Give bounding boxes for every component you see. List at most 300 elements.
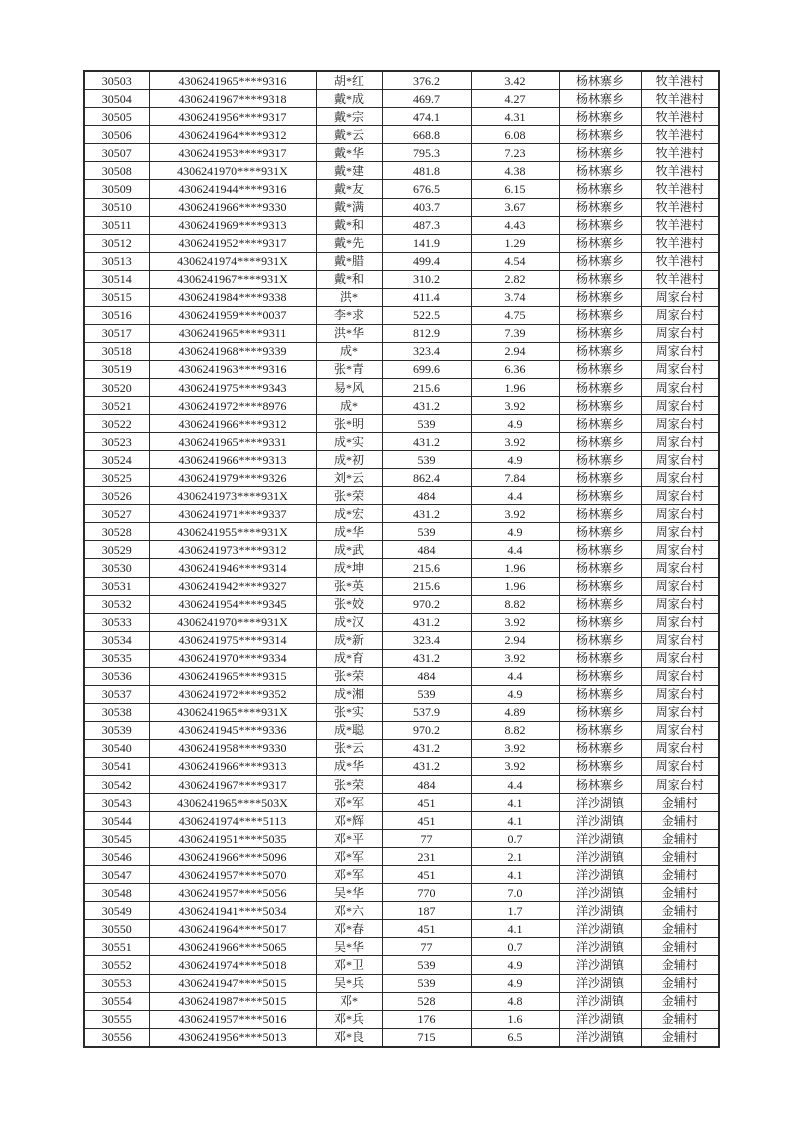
row-number-cell: 30553 <box>84 974 149 992</box>
row-number-cell: 30505 <box>84 108 149 126</box>
village-cell: 金辅村 <box>641 1010 719 1028</box>
row-number-cell: 30506 <box>84 126 149 144</box>
name-cell: 洪*华 <box>316 324 382 342</box>
amount-cell: 77 <box>382 830 471 848</box>
row-number-cell: 30541 <box>84 757 149 775</box>
name-cell: 成*坤 <box>316 559 382 577</box>
id-number-cell: 4306241941****5034 <box>149 902 316 920</box>
amount-cell: 528 <box>382 992 471 1010</box>
amount-cell: 484 <box>382 776 471 794</box>
township-cell: 杨林寨乡 <box>559 523 641 541</box>
name-cell: 戴*友 <box>316 180 382 198</box>
township-cell: 洋沙湖镇 <box>559 920 641 938</box>
amount-cell: 77 <box>382 938 471 956</box>
name-cell: 易*风 <box>316 378 382 396</box>
table-row <box>84 270 719 288</box>
township-cell: 杨林寨乡 <box>559 397 641 415</box>
township-cell: 杨林寨乡 <box>559 415 641 433</box>
table-row <box>84 992 719 1010</box>
row-number-cell: 30544 <box>84 812 149 830</box>
table-row <box>84 90 719 108</box>
village-cell: 牧羊港村 <box>641 216 719 234</box>
amount-cell: 451 <box>382 794 471 812</box>
id-number-cell: 4306241967****9317 <box>149 776 316 794</box>
amount-cell: 474.1 <box>382 108 471 126</box>
township-cell: 杨林寨乡 <box>559 126 641 144</box>
table-row <box>84 631 719 649</box>
id-number-cell: 4306241946****9314 <box>149 559 316 577</box>
area-cell: 3.92 <box>471 739 559 757</box>
row-number-cell: 30528 <box>84 523 149 541</box>
table-row <box>84 848 719 866</box>
table-row <box>84 541 719 559</box>
village-cell: 金辅村 <box>641 956 719 974</box>
amount-cell: 537.9 <box>382 703 471 721</box>
table-row <box>84 613 719 631</box>
village-cell: 金辅村 <box>641 1028 719 1047</box>
table-row <box>84 866 719 884</box>
village-cell: 牧羊港村 <box>641 71 719 90</box>
village-cell: 金辅村 <box>641 812 719 830</box>
name-cell: 邓*平 <box>316 830 382 848</box>
name-cell: 刘*云 <box>316 469 382 487</box>
township-cell: 杨林寨乡 <box>559 739 641 757</box>
township-cell: 杨林寨乡 <box>559 378 641 396</box>
village-cell: 周家台村 <box>641 595 719 613</box>
amount-cell: 795.3 <box>382 144 471 162</box>
area-cell: 8.82 <box>471 721 559 739</box>
id-number-cell: 4306241956****9317 <box>149 108 316 126</box>
area-cell: 4.9 <box>471 685 559 703</box>
amount-cell: 539 <box>382 974 471 992</box>
name-cell: 戴*和 <box>316 270 382 288</box>
name-cell: 邓*兵 <box>316 1010 382 1028</box>
area-cell: 4.4 <box>471 776 559 794</box>
table-row <box>84 487 719 505</box>
village-cell: 金辅村 <box>641 794 719 812</box>
table-row <box>84 830 719 848</box>
amount-cell: 676.5 <box>382 180 471 198</box>
table-row <box>84 108 719 126</box>
table-row <box>84 469 719 487</box>
name-cell: 成*宏 <box>316 505 382 523</box>
amount-cell: 310.2 <box>382 270 471 288</box>
name-cell: 成*湘 <box>316 685 382 703</box>
table-row <box>84 360 719 378</box>
id-number-cell: 4306241966****9330 <box>149 198 316 216</box>
table-row <box>84 252 719 270</box>
id-number-cell: 4306241973****931X <box>149 487 316 505</box>
amount-cell: 215.6 <box>382 577 471 595</box>
village-cell: 周家台村 <box>641 397 719 415</box>
name-cell: 戴*腊 <box>316 252 382 270</box>
amount-cell: 431.2 <box>382 433 471 451</box>
table-row <box>84 216 719 234</box>
id-number-cell: 4306241974****5113 <box>149 812 316 830</box>
village-cell: 周家台村 <box>641 613 719 631</box>
name-cell: 邓*军 <box>316 794 382 812</box>
id-number-cell: 4306241958****9330 <box>149 739 316 757</box>
township-cell: 洋沙湖镇 <box>559 938 641 956</box>
id-number-cell: 4306241969****9313 <box>149 216 316 234</box>
row-number-cell: 30522 <box>84 415 149 433</box>
village-cell: 周家台村 <box>641 360 719 378</box>
area-cell: 3.67 <box>471 198 559 216</box>
amount-cell: 539 <box>382 415 471 433</box>
row-number-cell: 30509 <box>84 180 149 198</box>
id-number-cell: 4306241964****5017 <box>149 920 316 938</box>
id-number-cell: 4306241957****5070 <box>149 866 316 884</box>
area-cell: 4.31 <box>471 108 559 126</box>
area-cell: 1.96 <box>471 378 559 396</box>
township-cell: 杨林寨乡 <box>559 234 641 252</box>
row-number-cell: 30513 <box>84 252 149 270</box>
village-cell: 周家台村 <box>641 306 719 324</box>
area-cell: 4.54 <box>471 252 559 270</box>
name-cell: 成*汉 <box>316 613 382 631</box>
row-number-cell: 30547 <box>84 866 149 884</box>
township-cell: 洋沙湖镇 <box>559 866 641 884</box>
table-row <box>84 433 719 451</box>
area-cell: 4.4 <box>471 487 559 505</box>
area-cell: 1.7 <box>471 902 559 920</box>
township-cell: 洋沙湖镇 <box>559 830 641 848</box>
amount-cell: 715 <box>382 1028 471 1047</box>
row-number-cell: 30555 <box>84 1010 149 1028</box>
amount-cell: 481.8 <box>382 162 471 180</box>
village-cell: 牧羊港村 <box>641 252 719 270</box>
table-row <box>84 703 719 721</box>
name-cell: 张*青 <box>316 360 382 378</box>
amount-cell: 215.6 <box>382 378 471 396</box>
area-cell: 2.82 <box>471 270 559 288</box>
amount-cell: 487.3 <box>382 216 471 234</box>
village-cell: 周家台村 <box>641 559 719 577</box>
area-cell: 2.94 <box>471 342 559 360</box>
name-cell: 成*实 <box>316 433 382 451</box>
records-table-body <box>84 71 719 1047</box>
table-row <box>84 505 719 523</box>
id-number-cell: 4306241965****9316 <box>149 71 316 90</box>
township-cell: 洋沙湖镇 <box>559 956 641 974</box>
township-cell: 杨林寨乡 <box>559 469 641 487</box>
table-row <box>84 126 719 144</box>
name-cell: 张*荣 <box>316 667 382 685</box>
amount-cell: 668.8 <box>382 126 471 144</box>
township-cell: 杨林寨乡 <box>559 577 641 595</box>
amount-cell: 469.7 <box>382 90 471 108</box>
id-number-cell: 4306241968****9339 <box>149 342 316 360</box>
row-number-cell: 30511 <box>84 216 149 234</box>
village-cell: 牧羊港村 <box>641 198 719 216</box>
row-number-cell: 30550 <box>84 920 149 938</box>
village-cell: 周家台村 <box>641 415 719 433</box>
row-number-cell: 30525 <box>84 469 149 487</box>
id-number-cell: 4306241967****931X <box>149 270 316 288</box>
amount-cell: 323.4 <box>382 342 471 360</box>
id-number-cell: 4306241964****9312 <box>149 126 316 144</box>
area-cell: 7.84 <box>471 469 559 487</box>
id-number-cell: 4306241966****9312 <box>149 415 316 433</box>
name-cell: 成* <box>316 342 382 360</box>
id-number-cell: 4306241955****931X <box>149 523 316 541</box>
area-cell: 4.9 <box>471 956 559 974</box>
name-cell: 张*明 <box>316 415 382 433</box>
name-cell: 张*实 <box>316 703 382 721</box>
township-cell: 杨林寨乡 <box>559 757 641 775</box>
table-row <box>84 739 719 757</box>
amount-cell: 176 <box>382 1010 471 1028</box>
id-number-cell: 4306241952****9317 <box>149 234 316 252</box>
township-cell: 洋沙湖镇 <box>559 812 641 830</box>
name-cell: 胡*红 <box>316 71 382 90</box>
row-number-cell: 30530 <box>84 559 149 577</box>
township-cell: 杨林寨乡 <box>559 198 641 216</box>
table-row <box>84 595 719 613</box>
township-cell: 杨林寨乡 <box>559 667 641 685</box>
township-cell: 杨林寨乡 <box>559 324 641 342</box>
township-cell: 杨林寨乡 <box>559 721 641 739</box>
amount-cell: 431.2 <box>382 757 471 775</box>
area-cell: 6.15 <box>471 180 559 198</box>
amount-cell: 484 <box>382 487 471 505</box>
amount-cell: 539 <box>382 685 471 703</box>
area-cell: 1.96 <box>471 559 559 577</box>
village-cell: 金辅村 <box>641 938 719 956</box>
village-cell: 周家台村 <box>641 505 719 523</box>
township-cell: 杨林寨乡 <box>559 288 641 306</box>
village-cell: 牧羊港村 <box>641 108 719 126</box>
table-row <box>84 577 719 595</box>
table-row <box>84 559 719 577</box>
name-cell: 成*华 <box>316 523 382 541</box>
township-cell: 杨林寨乡 <box>559 306 641 324</box>
table-row <box>84 974 719 992</box>
village-cell: 周家台村 <box>641 667 719 685</box>
township-cell: 杨林寨乡 <box>559 252 641 270</box>
village-cell: 周家台村 <box>641 523 719 541</box>
area-cell: 4.43 <box>471 216 559 234</box>
id-number-cell: 4306241973****9312 <box>149 541 316 559</box>
area-cell: 3.42 <box>471 71 559 90</box>
amount-cell: 431.2 <box>382 505 471 523</box>
id-number-cell: 4306241966****5096 <box>149 848 316 866</box>
village-cell: 牧羊港村 <box>641 180 719 198</box>
amount-cell: 451 <box>382 920 471 938</box>
row-number-cell: 30552 <box>84 956 149 974</box>
table-row <box>84 649 719 667</box>
row-number-cell: 30540 <box>84 739 149 757</box>
name-cell: 成*武 <box>316 541 382 559</box>
area-cell: 4.4 <box>471 667 559 685</box>
id-number-cell: 4306241972****8976 <box>149 397 316 415</box>
amount-cell: 539 <box>382 451 471 469</box>
name-cell: 戴*和 <box>316 216 382 234</box>
row-number-cell: 30521 <box>84 397 149 415</box>
table-row <box>84 234 719 252</box>
village-cell: 周家台村 <box>641 776 719 794</box>
table-row <box>84 667 719 685</box>
name-cell: 戴*成 <box>316 90 382 108</box>
township-cell: 杨林寨乡 <box>559 270 641 288</box>
village-cell: 金辅村 <box>641 884 719 902</box>
table-row <box>84 415 719 433</box>
township-cell: 杨林寨乡 <box>559 360 641 378</box>
area-cell: 4.8 <box>471 992 559 1010</box>
area-cell: 7.23 <box>471 144 559 162</box>
amount-cell: 499.4 <box>382 252 471 270</box>
village-cell: 牧羊港村 <box>641 162 719 180</box>
table-row <box>84 721 719 739</box>
table-row <box>84 776 719 794</box>
amount-cell: 451 <box>382 866 471 884</box>
id-number-cell: 4306241953****9317 <box>149 144 316 162</box>
table-row <box>84 884 719 902</box>
village-cell: 金辅村 <box>641 920 719 938</box>
table-row <box>84 902 719 920</box>
township-cell: 洋沙湖镇 <box>559 974 641 992</box>
name-cell: 邓*军 <box>316 866 382 884</box>
id-number-cell: 4306241951****5035 <box>149 830 316 848</box>
name-cell: 张*荣 <box>316 776 382 794</box>
name-cell: 张*姣 <box>316 595 382 613</box>
amount-cell: 484 <box>382 541 471 559</box>
id-number-cell: 4306241987****5015 <box>149 992 316 1010</box>
village-cell: 金辅村 <box>641 830 719 848</box>
table-row <box>84 324 719 342</box>
table-row <box>84 920 719 938</box>
amount-cell: 539 <box>382 523 471 541</box>
row-number-cell: 30551 <box>84 938 149 956</box>
township-cell: 洋沙湖镇 <box>559 884 641 902</box>
name-cell: 邓*辉 <box>316 812 382 830</box>
row-number-cell: 30519 <box>84 360 149 378</box>
table-row <box>84 378 719 396</box>
area-cell: 4.9 <box>471 415 559 433</box>
table-row <box>84 306 719 324</box>
table-row <box>84 1010 719 1028</box>
id-number-cell: 4306241967****9318 <box>149 90 316 108</box>
township-cell: 杨林寨乡 <box>559 90 641 108</box>
township-cell: 杨林寨乡 <box>559 613 641 631</box>
area-cell: 4.1 <box>471 920 559 938</box>
village-cell: 金辅村 <box>641 992 719 1010</box>
id-number-cell: 4306241972****9352 <box>149 685 316 703</box>
village-cell: 周家台村 <box>641 342 719 360</box>
row-number-cell: 30504 <box>84 90 149 108</box>
id-number-cell: 4306241970****9334 <box>149 649 316 667</box>
area-cell: 4.4 <box>471 541 559 559</box>
township-cell: 杨林寨乡 <box>559 649 641 667</box>
area-cell: 6.36 <box>471 360 559 378</box>
row-number-cell: 30503 <box>84 71 149 90</box>
township-cell: 洋沙湖镇 <box>559 902 641 920</box>
id-number-cell: 4306241965****931X <box>149 703 316 721</box>
area-cell: 4.9 <box>471 974 559 992</box>
row-number-cell: 30520 <box>84 378 149 396</box>
name-cell: 邓*军 <box>316 848 382 866</box>
township-cell: 杨林寨乡 <box>559 451 641 469</box>
village-cell: 牧羊港村 <box>641 126 719 144</box>
name-cell: 张*英 <box>316 577 382 595</box>
village-cell: 周家台村 <box>641 703 719 721</box>
row-number-cell: 30529 <box>84 541 149 559</box>
village-cell: 金辅村 <box>641 848 719 866</box>
amount-cell: 970.2 <box>382 595 471 613</box>
name-cell: 李*求 <box>316 306 382 324</box>
area-cell: 4.9 <box>471 523 559 541</box>
row-number-cell: 30556 <box>84 1028 149 1047</box>
amount-cell: 970.2 <box>382 721 471 739</box>
row-number-cell: 30549 <box>84 902 149 920</box>
id-number-cell: 4306241970****931X <box>149 162 316 180</box>
id-number-cell: 4306241979****9326 <box>149 469 316 487</box>
village-cell: 周家台村 <box>641 433 719 451</box>
area-cell: 4.1 <box>471 866 559 884</box>
amount-cell: 431.2 <box>382 739 471 757</box>
name-cell: 张*荣 <box>316 487 382 505</box>
name-cell: 戴*先 <box>316 234 382 252</box>
township-cell: 杨林寨乡 <box>559 487 641 505</box>
name-cell: 成*华 <box>316 757 382 775</box>
row-number-cell: 30523 <box>84 433 149 451</box>
area-cell: 1.29 <box>471 234 559 252</box>
village-cell: 周家台村 <box>641 541 719 559</box>
area-cell: 3.92 <box>471 505 559 523</box>
id-number-cell: 4306241954****9345 <box>149 595 316 613</box>
id-number-cell: 4306241944****9316 <box>149 180 316 198</box>
area-cell: 4.75 <box>471 306 559 324</box>
id-number-cell: 4306241966****9313 <box>149 757 316 775</box>
name-cell: 张*云 <box>316 739 382 757</box>
area-cell: 3.92 <box>471 433 559 451</box>
table-row <box>84 180 719 198</box>
id-number-cell: 4306241957****5056 <box>149 884 316 902</box>
row-number-cell: 30516 <box>84 306 149 324</box>
table-row <box>84 451 719 469</box>
amount-cell: 215.6 <box>382 559 471 577</box>
village-cell: 周家台村 <box>641 649 719 667</box>
row-number-cell: 30532 <box>84 595 149 613</box>
name-cell: 戴*宗 <box>316 108 382 126</box>
township-cell: 杨林寨乡 <box>559 216 641 234</box>
row-number-cell: 30512 <box>84 234 149 252</box>
area-cell: 4.1 <box>471 794 559 812</box>
row-number-cell: 30518 <box>84 342 149 360</box>
village-cell: 周家台村 <box>641 757 719 775</box>
amount-cell: 539 <box>382 956 471 974</box>
table-row <box>84 956 719 974</box>
table-row <box>84 794 719 812</box>
row-number-cell: 30514 <box>84 270 149 288</box>
table-row <box>84 342 719 360</box>
name-cell: 吴*华 <box>316 938 382 956</box>
area-cell: 3.92 <box>471 757 559 775</box>
amount-cell: 431.2 <box>382 649 471 667</box>
row-number-cell: 30545 <box>84 830 149 848</box>
township-cell: 洋沙湖镇 <box>559 992 641 1010</box>
area-cell: 0.7 <box>471 938 559 956</box>
table-row <box>84 812 719 830</box>
id-number-cell: 4306241974****5018 <box>149 956 316 974</box>
amount-cell: 522.5 <box>382 306 471 324</box>
row-number-cell: 30527 <box>84 505 149 523</box>
amount-cell: 699.6 <box>382 360 471 378</box>
area-cell: 4.1 <box>471 812 559 830</box>
village-cell: 周家台村 <box>641 378 719 396</box>
township-cell: 杨林寨乡 <box>559 685 641 703</box>
row-number-cell: 30546 <box>84 848 149 866</box>
